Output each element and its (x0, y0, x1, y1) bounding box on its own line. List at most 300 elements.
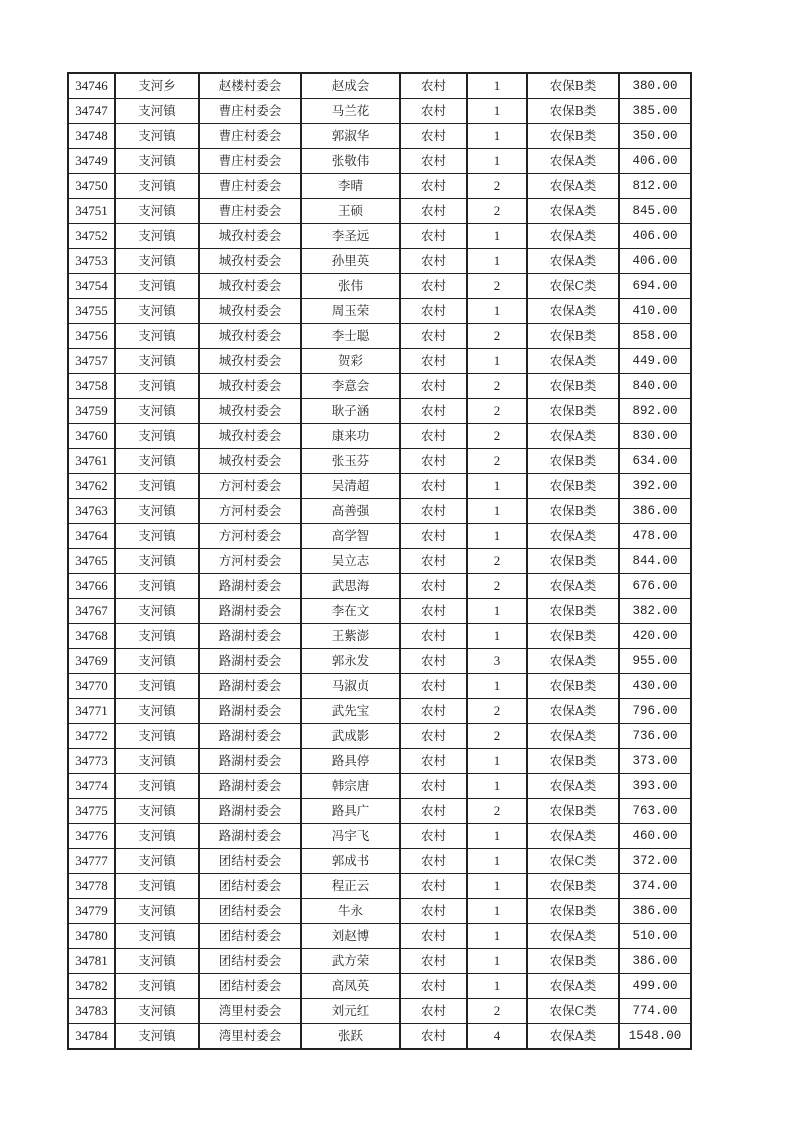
village-committee-cell: 城孜村委会 (199, 324, 301, 349)
town-cell: 支河镇 (115, 474, 199, 499)
household-count-cell: 2 (467, 274, 527, 299)
village-committee-cell: 城孜村委会 (199, 224, 301, 249)
record-id-cell: 34757 (68, 349, 115, 374)
town-cell: 支河镇 (115, 524, 199, 549)
household-count-cell: 1 (467, 524, 527, 549)
record-id-cell: 34765 (68, 549, 115, 574)
insurance-category-cell: 农保B类 (527, 899, 619, 924)
village-committee-cell: 方河村委会 (199, 474, 301, 499)
household-count-cell: 1 (467, 674, 527, 699)
table-row (68, 624, 691, 649)
town-cell: 支河镇 (115, 874, 199, 899)
village-committee-cell: 团结村委会 (199, 899, 301, 924)
household-count-cell: 1 (467, 774, 527, 799)
person-name-cell: 马兰花 (301, 99, 400, 124)
insurance-category-cell: 农保B类 (527, 99, 619, 124)
person-name-cell: 牛永 (301, 899, 400, 924)
person-name-cell: 路具广 (301, 799, 400, 824)
record-id-cell: 34778 (68, 874, 115, 899)
village-committee-cell: 方河村委会 (199, 524, 301, 549)
table-row (68, 1024, 691, 1050)
household-count-cell: 1 (467, 874, 527, 899)
village-committee-cell: 路湖村委会 (199, 724, 301, 749)
person-name-cell: 韩宗唐 (301, 774, 400, 799)
area-type-cell: 农村 (400, 574, 467, 599)
person-name-cell: 贺彩 (301, 349, 400, 374)
record-id-cell: 34776 (68, 824, 115, 849)
town-cell: 支河镇 (115, 199, 199, 224)
amount-cell: 858.00 (619, 324, 691, 349)
table-row (68, 424, 691, 449)
record-id-cell: 34764 (68, 524, 115, 549)
amount-cell: 373.00 (619, 749, 691, 774)
insurance-category-cell: 农保A类 (527, 1024, 619, 1050)
record-id-cell: 34758 (68, 374, 115, 399)
area-type-cell: 农村 (400, 649, 467, 674)
table-row (68, 349, 691, 374)
amount-cell: 499.00 (619, 974, 691, 999)
person-name-cell: 路具停 (301, 749, 400, 774)
town-cell: 支河镇 (115, 274, 199, 299)
person-name-cell: 李在文 (301, 599, 400, 624)
person-name-cell: 王紫澎 (301, 624, 400, 649)
person-name-cell: 耿子涵 (301, 399, 400, 424)
area-type-cell: 农村 (400, 224, 467, 249)
insurance-category-cell: 农保B类 (527, 399, 619, 424)
town-cell: 支河镇 (115, 574, 199, 599)
area-type-cell: 农村 (400, 324, 467, 349)
insurance-category-cell: 农保C类 (527, 274, 619, 299)
area-type-cell: 农村 (400, 174, 467, 199)
person-name-cell: 吴清超 (301, 474, 400, 499)
town-cell: 支河镇 (115, 599, 199, 624)
table-row (68, 999, 691, 1024)
table-row (68, 399, 691, 424)
record-id-cell: 34773 (68, 749, 115, 774)
person-name-cell: 张伟 (301, 274, 400, 299)
table-row (68, 524, 691, 549)
village-committee-cell: 城孜村委会 (199, 424, 301, 449)
household-count-cell: 1 (467, 99, 527, 124)
record-id-cell: 34760 (68, 424, 115, 449)
village-committee-cell: 团结村委会 (199, 874, 301, 899)
town-cell: 支河镇 (115, 849, 199, 874)
record-id-cell: 34753 (68, 249, 115, 274)
amount-cell: 812.00 (619, 174, 691, 199)
household-count-cell: 1 (467, 899, 527, 924)
area-type-cell: 农村 (400, 824, 467, 849)
village-committee-cell: 路湖村委会 (199, 599, 301, 624)
household-count-cell: 4 (467, 1024, 527, 1050)
village-committee-cell: 路湖村委会 (199, 799, 301, 824)
household-count-cell: 2 (467, 999, 527, 1024)
record-id-cell: 34752 (68, 224, 115, 249)
amount-cell: 845.00 (619, 199, 691, 224)
amount-cell: 460.00 (619, 824, 691, 849)
village-committee-cell: 路湖村委会 (199, 749, 301, 774)
insurance-category-cell: 农保A类 (527, 224, 619, 249)
table-row (68, 249, 691, 274)
table-row (68, 174, 691, 199)
amount-cell: 763.00 (619, 799, 691, 824)
insurance-category-cell: 农保A类 (527, 174, 619, 199)
town-cell: 支河镇 (115, 799, 199, 824)
household-count-cell: 1 (467, 299, 527, 324)
insurance-category-cell: 农保A类 (527, 974, 619, 999)
insurance-category-cell: 农保A类 (527, 649, 619, 674)
record-id-cell: 34779 (68, 899, 115, 924)
village-committee-cell: 路湖村委会 (199, 824, 301, 849)
person-name-cell: 张跃 (301, 1024, 400, 1050)
village-committee-cell: 曹庄村委会 (199, 124, 301, 149)
town-cell: 支河镇 (115, 349, 199, 374)
amount-cell: 386.00 (619, 499, 691, 524)
household-count-cell: 1 (467, 474, 527, 499)
household-count-cell: 1 (467, 949, 527, 974)
area-type-cell: 农村 (400, 624, 467, 649)
village-committee-cell: 团结村委会 (199, 974, 301, 999)
area-type-cell: 农村 (400, 674, 467, 699)
insurance-category-cell: 农保B类 (527, 499, 619, 524)
village-committee-cell: 城孜村委会 (199, 374, 301, 399)
household-count-cell: 2 (467, 799, 527, 824)
table-row (68, 374, 691, 399)
record-id-cell: 34747 (68, 99, 115, 124)
table-row (68, 924, 691, 949)
area-type-cell: 农村 (400, 99, 467, 124)
town-cell: 支河镇 (115, 749, 199, 774)
village-committee-cell: 方河村委会 (199, 549, 301, 574)
person-name-cell: 李士聪 (301, 324, 400, 349)
amount-cell: 406.00 (619, 249, 691, 274)
insurance-category-cell: 农保B类 (527, 949, 619, 974)
table-row (68, 674, 691, 699)
insurance-category-cell: 农保B类 (527, 449, 619, 474)
amount-cell: 380.00 (619, 73, 691, 99)
amount-cell: 676.00 (619, 574, 691, 599)
insurance-category-cell: 农保B类 (527, 73, 619, 99)
person-name-cell: 康来功 (301, 424, 400, 449)
table-row (68, 599, 691, 624)
person-name-cell: 刘元红 (301, 999, 400, 1024)
person-name-cell: 武思海 (301, 574, 400, 599)
area-type-cell: 农村 (400, 549, 467, 574)
town-cell: 支河镇 (115, 249, 199, 274)
insurance-category-cell: 农保B类 (527, 749, 619, 774)
record-id-cell: 34774 (68, 774, 115, 799)
town-cell: 支河镇 (115, 549, 199, 574)
amount-cell: 393.00 (619, 774, 691, 799)
village-committee-cell: 团结村委会 (199, 949, 301, 974)
insurance-category-cell: 农保A类 (527, 774, 619, 799)
amount-cell: 774.00 (619, 999, 691, 1024)
household-count-cell: 1 (467, 349, 527, 374)
insurance-category-cell: 农保B类 (527, 549, 619, 574)
person-name-cell: 张玉芬 (301, 449, 400, 474)
amount-cell: 844.00 (619, 549, 691, 574)
amount-cell: 736.00 (619, 724, 691, 749)
amount-cell: 1548.00 (619, 1024, 691, 1050)
household-count-cell: 2 (467, 449, 527, 474)
village-committee-cell: 城孜村委会 (199, 399, 301, 424)
record-id-cell: 34775 (68, 799, 115, 824)
town-cell: 支河镇 (115, 499, 199, 524)
town-cell: 支河镇 (115, 1024, 199, 1050)
person-name-cell: 王硕 (301, 199, 400, 224)
insurance-category-cell: 农保C类 (527, 849, 619, 874)
table-row (68, 824, 691, 849)
area-type-cell: 农村 (400, 349, 467, 374)
table-row (68, 774, 691, 799)
village-committee-cell: 路湖村委会 (199, 574, 301, 599)
table-row (68, 749, 691, 774)
town-cell: 支河镇 (115, 424, 199, 449)
household-count-cell: 2 (467, 399, 527, 424)
table-row (68, 649, 691, 674)
amount-cell: 955.00 (619, 649, 691, 674)
village-committee-cell: 路湖村委会 (199, 674, 301, 699)
town-cell: 支河镇 (115, 699, 199, 724)
person-name-cell: 武先宝 (301, 699, 400, 724)
area-type-cell: 农村 (400, 774, 467, 799)
record-id-cell: 34781 (68, 949, 115, 974)
village-committee-cell: 城孜村委会 (199, 449, 301, 474)
town-cell: 支河镇 (115, 999, 199, 1024)
village-committee-cell: 路湖村委会 (199, 624, 301, 649)
area-type-cell: 农村 (400, 849, 467, 874)
insurance-category-cell: 农保A类 (527, 699, 619, 724)
town-cell: 支河镇 (115, 449, 199, 474)
household-count-cell: 1 (467, 924, 527, 949)
record-id-cell: 34777 (68, 849, 115, 874)
insurance-category-cell: 农保A类 (527, 199, 619, 224)
table-row (68, 274, 691, 299)
amount-cell: 478.00 (619, 524, 691, 549)
table-row (68, 124, 691, 149)
insurance-category-cell: 农保A类 (527, 924, 619, 949)
amount-cell: 892.00 (619, 399, 691, 424)
town-cell: 支河乡 (115, 73, 199, 99)
area-type-cell: 农村 (400, 999, 467, 1024)
household-count-cell: 2 (467, 699, 527, 724)
town-cell: 支河镇 (115, 924, 199, 949)
household-count-cell: 1 (467, 749, 527, 774)
table-row (68, 149, 691, 174)
village-committee-cell: 路湖村委会 (199, 774, 301, 799)
table-row (68, 799, 691, 824)
amount-cell: 386.00 (619, 949, 691, 974)
village-committee-cell: 曹庄村委会 (199, 99, 301, 124)
person-name-cell: 高学智 (301, 524, 400, 549)
insurance-category-cell: 农保A类 (527, 574, 619, 599)
household-count-cell: 2 (467, 174, 527, 199)
amount-cell: 385.00 (619, 99, 691, 124)
amount-cell: 830.00 (619, 424, 691, 449)
table-row (68, 73, 691, 99)
village-committee-cell: 路湖村委会 (199, 699, 301, 724)
household-count-cell: 1 (467, 149, 527, 174)
person-name-cell: 武方荣 (301, 949, 400, 974)
amount-cell: 840.00 (619, 374, 691, 399)
insurance-category-cell: 农保B类 (527, 799, 619, 824)
town-cell: 支河镇 (115, 224, 199, 249)
table-row (68, 874, 691, 899)
village-committee-cell: 曹庄村委会 (199, 174, 301, 199)
record-id-cell: 34784 (68, 1024, 115, 1050)
area-type-cell: 农村 (400, 299, 467, 324)
table-row (68, 324, 691, 349)
area-type-cell: 农村 (400, 924, 467, 949)
town-cell: 支河镇 (115, 949, 199, 974)
household-count-cell: 2 (467, 324, 527, 349)
household-count-cell: 1 (467, 974, 527, 999)
table-row (68, 949, 691, 974)
household-count-cell: 1 (467, 499, 527, 524)
record-id-cell: 34782 (68, 974, 115, 999)
record-id-cell: 34783 (68, 999, 115, 1024)
record-id-cell: 34780 (68, 924, 115, 949)
insurance-category-cell: 农保B类 (527, 874, 619, 899)
town-cell: 支河镇 (115, 624, 199, 649)
table-row (68, 574, 691, 599)
table-row (68, 499, 691, 524)
table-row (68, 449, 691, 474)
town-cell: 支河镇 (115, 724, 199, 749)
person-name-cell: 冯宇飞 (301, 824, 400, 849)
village-committee-cell: 团结村委会 (199, 849, 301, 874)
person-name-cell: 吴立志 (301, 549, 400, 574)
household-count-cell: 2 (467, 574, 527, 599)
area-type-cell: 农村 (400, 124, 467, 149)
insurance-category-cell: 农保A类 (527, 299, 619, 324)
area-type-cell: 农村 (400, 499, 467, 524)
insurance-category-cell: 农保B类 (527, 474, 619, 499)
household-count-cell: 1 (467, 249, 527, 274)
area-type-cell: 农村 (400, 474, 467, 499)
town-cell: 支河镇 (115, 149, 199, 174)
table-row (68, 474, 691, 499)
town-cell: 支河镇 (115, 374, 199, 399)
area-type-cell: 农村 (400, 599, 467, 624)
village-committee-cell: 湾里村委会 (199, 1024, 301, 1050)
amount-cell: 634.00 (619, 449, 691, 474)
table-row (68, 899, 691, 924)
area-type-cell: 农村 (400, 749, 467, 774)
household-count-cell: 1 (467, 224, 527, 249)
area-type-cell: 农村 (400, 149, 467, 174)
table-row (68, 699, 691, 724)
town-cell: 支河镇 (115, 774, 199, 799)
table-row (68, 724, 691, 749)
amount-cell: 406.00 (619, 149, 691, 174)
area-type-cell: 农村 (400, 424, 467, 449)
record-id-cell: 34748 (68, 124, 115, 149)
table-row (68, 549, 691, 574)
town-cell: 支河镇 (115, 649, 199, 674)
person-name-cell: 李圣远 (301, 224, 400, 249)
town-cell: 支河镇 (115, 124, 199, 149)
household-count-cell: 2 (467, 199, 527, 224)
area-type-cell: 农村 (400, 274, 467, 299)
record-id-cell: 34754 (68, 274, 115, 299)
village-committee-cell: 赵楼村委会 (199, 73, 301, 99)
table-row (68, 299, 691, 324)
table-row (68, 99, 691, 124)
person-name-cell: 刘赵博 (301, 924, 400, 949)
village-committee-cell: 曹庄村委会 (199, 149, 301, 174)
area-type-cell: 农村 (400, 724, 467, 749)
town-cell: 支河镇 (115, 974, 199, 999)
table-row (68, 199, 691, 224)
town-cell: 支河镇 (115, 174, 199, 199)
amount-cell: 796.00 (619, 699, 691, 724)
record-id-cell: 34766 (68, 574, 115, 599)
insurance-category-cell: 农保B类 (527, 374, 619, 399)
record-id-cell: 34746 (68, 73, 115, 99)
area-type-cell: 农村 (400, 524, 467, 549)
insurance-category-cell: 农保A类 (527, 824, 619, 849)
insurance-category-cell: 农保A类 (527, 524, 619, 549)
amount-cell: 374.00 (619, 874, 691, 899)
insurance-category-cell: 农保A类 (527, 424, 619, 449)
town-cell: 支河镇 (115, 674, 199, 699)
amount-cell: 510.00 (619, 924, 691, 949)
record-id-cell: 34750 (68, 174, 115, 199)
village-committee-cell: 曹庄村委会 (199, 199, 301, 224)
area-type-cell: 农村 (400, 249, 467, 274)
insurance-category-cell: 农保B类 (527, 599, 619, 624)
amount-cell: 406.00 (619, 224, 691, 249)
household-count-cell: 3 (467, 649, 527, 674)
record-id-cell: 34749 (68, 149, 115, 174)
person-name-cell: 赵成会 (301, 73, 400, 99)
village-committee-cell: 城孜村委会 (199, 274, 301, 299)
person-name-cell: 高凤英 (301, 974, 400, 999)
town-cell: 支河镇 (115, 299, 199, 324)
table-row (68, 974, 691, 999)
roster-table-body (68, 73, 691, 1049)
insurance-category-cell: 农保A类 (527, 724, 619, 749)
town-cell: 支河镇 (115, 899, 199, 924)
record-id-cell: 34771 (68, 699, 115, 724)
town-cell: 支河镇 (115, 824, 199, 849)
amount-cell: 382.00 (619, 599, 691, 624)
area-type-cell: 农村 (400, 899, 467, 924)
insurance-category-cell: 农保A类 (527, 349, 619, 374)
household-count-cell: 1 (467, 849, 527, 874)
town-cell: 支河镇 (115, 99, 199, 124)
roster-table (67, 72, 692, 1050)
record-id-cell: 34755 (68, 299, 115, 324)
household-count-cell: 2 (467, 724, 527, 749)
person-name-cell: 马淑贞 (301, 674, 400, 699)
household-count-cell: 2 (467, 549, 527, 574)
area-type-cell: 农村 (400, 399, 467, 424)
village-committee-cell: 城孜村委会 (199, 249, 301, 274)
area-type-cell: 农村 (400, 199, 467, 224)
insurance-category-cell: 农保A类 (527, 149, 619, 174)
area-type-cell: 农村 (400, 874, 467, 899)
household-count-cell: 2 (467, 374, 527, 399)
person-name-cell: 李晴 (301, 174, 400, 199)
amount-cell: 372.00 (619, 849, 691, 874)
area-type-cell: 农村 (400, 974, 467, 999)
amount-cell: 420.00 (619, 624, 691, 649)
record-id-cell: 34762 (68, 474, 115, 499)
amount-cell: 449.00 (619, 349, 691, 374)
insurance-category-cell: 农保C类 (527, 999, 619, 1024)
household-count-cell: 1 (467, 624, 527, 649)
